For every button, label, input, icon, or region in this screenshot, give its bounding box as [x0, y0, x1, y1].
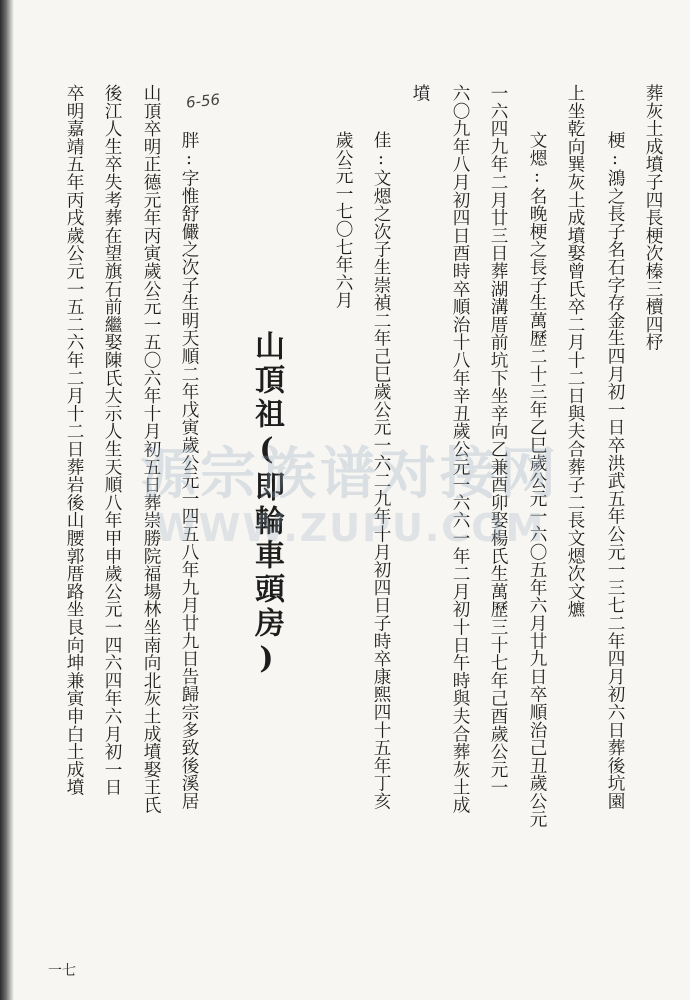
watermark-chinese: 源宗族谱对接网 — [140, 442, 560, 507]
text-column-12: 後江人生卒失考葬在望旗石前繼娶陳氏大示人生天順八年甲申歲公元一四六四年六月初一日 — [102, 84, 122, 796]
scan-edge-shadow — [0, 0, 14, 1000]
section-heading: 山頂祖(即輪車頭房) — [249, 330, 284, 680]
watermark-url: WWW.ZUPU.COM — [154, 506, 546, 550]
text-column-5: 一六四九年二月廿三日葬湖溝厝前坑下坐辛向乙兼酉卯娶楊氏生萬歷三十七年己酉歲公元一 — [488, 84, 508, 796]
text-column-8: 佳:文煾之次子生崇禎二年己巳歲公元一六二九年十月初四日子時卒康熙四十五年丁亥 — [371, 131, 391, 810]
handwritten-note: 6-56 — [185, 90, 221, 112]
text-column-11: 山頂卒明正德元年丙寅歲公元一五〇六年十月初五日葬崇勝院福場林坐南向北灰土成墳娶王氏 — [141, 84, 161, 814]
text-column-7: 墳 — [410, 84, 430, 102]
text-column-13: 卒明嘉靖五年丙戌歲公元一五二六年二月十二日葬岩後山腰郭厝路坐艮向坤兼寅申白土成墳 — [64, 84, 84, 796]
text-column-6: 六〇九年八月初四日酉時卒順治十八年辛丑歲公元一六六一年二月初十日午時與夫合葬灰土成 — [450, 84, 470, 814]
text-column-9: 歲公元一七〇七年六月 — [333, 131, 353, 309]
text-column-2: 梗:鴻之長子名石字存金生四月初一日卒洪武五年公元一三七二年四月初六日葬後坑園 — [605, 131, 625, 810]
text-column-1: 葬灰土成墳子四長梗次榛三櫝四杼 — [643, 84, 663, 351]
page-number: 一七 — [48, 963, 76, 979]
text-column-10: 胖:字惟舒儼之次子生明天順二年戊寅歲公元一四五八年九月廿九日告歸宗多致後溪居 — [179, 131, 199, 810]
text-column-4: 文煾:名晚梗之長子生萬歷二十三年乙巳歲公元一六〇五年六月廿九日卒順治己丑歲公元 — [527, 131, 547, 828]
text-column-3: 上坐乾向巽灰土成墳娶曾氏卒二月十二日與夫合葬子二長文煾次文爊 — [565, 84, 585, 618]
